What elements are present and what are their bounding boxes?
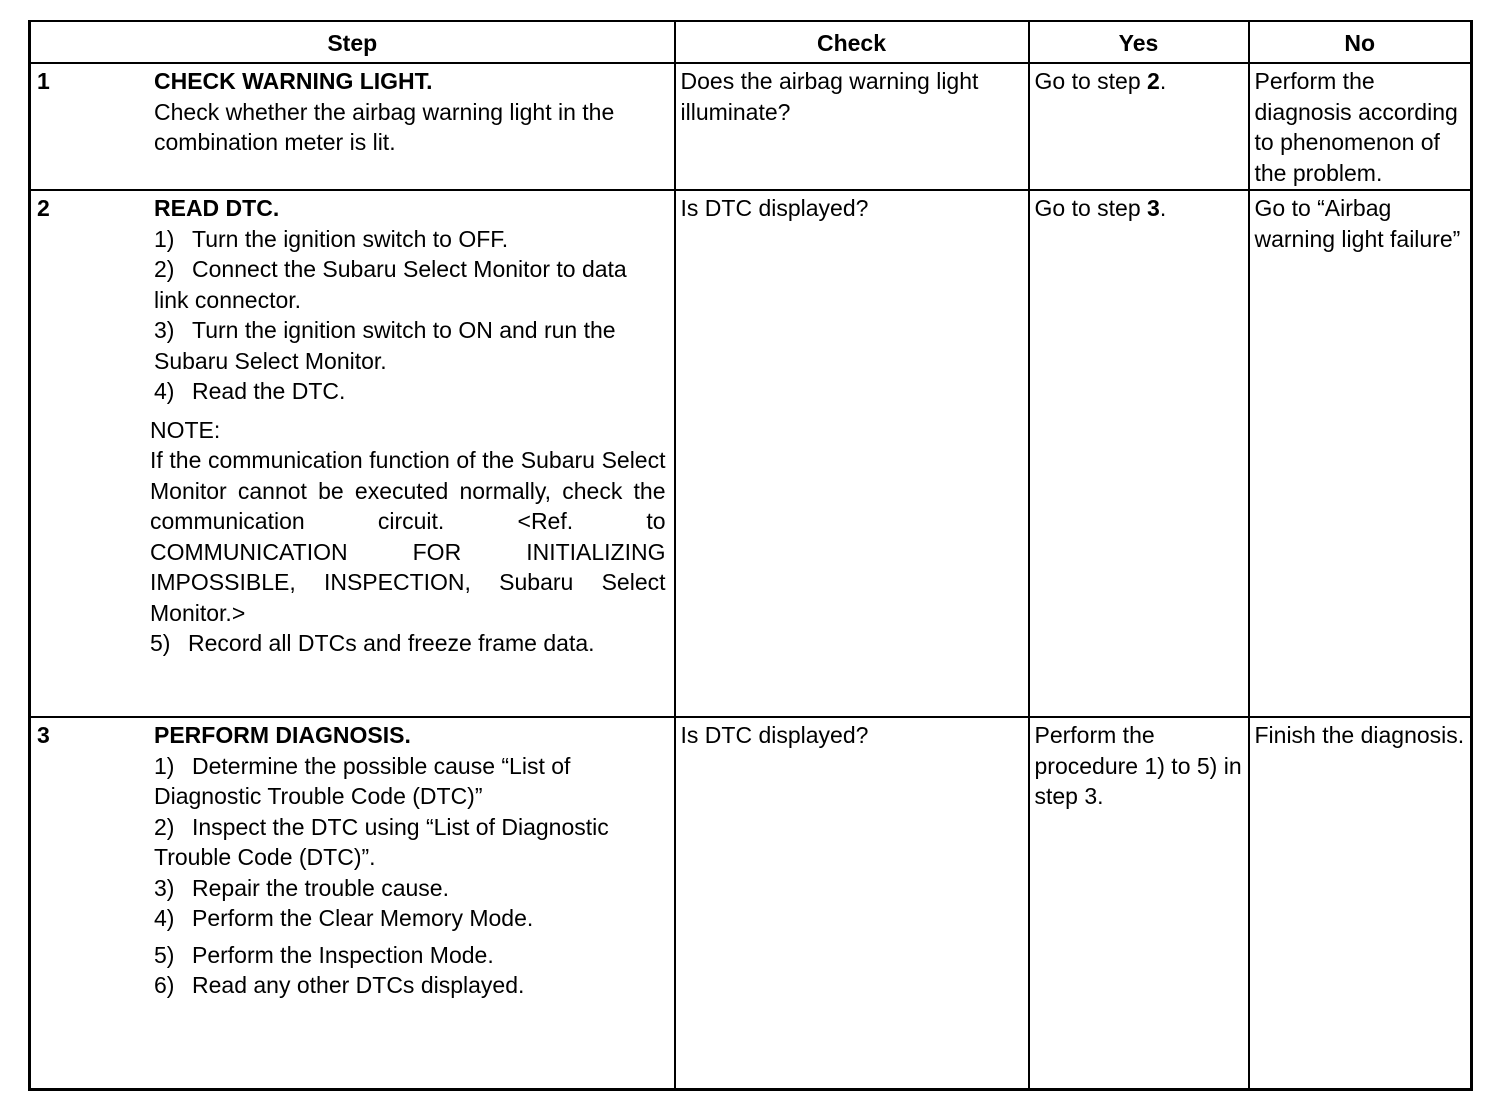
note-text: If the communication function of the Subaru Select Monitor cannot be executed normally, check the communication circuit. <Ref. to COMMUNICATION FOR INITIALIZING IMPOSSIBLE, INSPECTION, Subaru Select Monitor.> xyxy=(150,447,666,626)
note-block xyxy=(150,415,666,629)
header-row xyxy=(30,21,1472,63)
step-number: 3 xyxy=(37,722,50,748)
yes-cell xyxy=(1029,63,1249,190)
yes-suffix: . xyxy=(1159,68,1167,94)
step-title: READ DTC. xyxy=(154,195,280,221)
step-cell xyxy=(30,63,675,190)
procedure-item: 5) Record all DTCs and freeze frame data. xyxy=(150,630,595,656)
yes-cell: Perform the procedure 1) to 5) in step 3. xyxy=(1029,717,1249,1089)
procedure-item: 4) Perform the Clear Memory Mode. xyxy=(154,905,534,931)
procedure-item: 5) Perform the Inspection Mode. xyxy=(154,941,494,968)
yes-cell xyxy=(1029,190,1249,717)
header-check: Check xyxy=(675,21,1029,63)
step-number: 1 xyxy=(37,68,50,94)
no-cell: Finish the diagnosis. xyxy=(1249,717,1472,1089)
header-step: Step xyxy=(30,21,675,63)
yes-step-link: 2 xyxy=(1147,68,1160,94)
check-cell: Does the airbag warning light illuminate? xyxy=(675,63,1029,190)
table-row-step-1 xyxy=(30,63,1472,190)
yes-suffix: . xyxy=(1159,195,1167,221)
procedure-item: 3) Repair the trouble cause. xyxy=(154,874,449,901)
yes-prefix: Go to step xyxy=(1034,68,1148,94)
no-cell: Go to “Airbag warning light failure” xyxy=(1249,190,1472,717)
yes-prefix: Go to step xyxy=(1034,195,1148,221)
procedure-item: 2) Inspect the DTC using “List of Diagnostic Trouble Code (DTC)”. xyxy=(154,813,609,870)
procedure-item: 1) Turn the ignition switch to OFF. xyxy=(154,225,509,252)
step-cell xyxy=(30,190,675,717)
yes-step-link: 3 xyxy=(1147,195,1160,221)
note-heading: NOTE: xyxy=(150,416,221,443)
step-cell xyxy=(30,717,675,1089)
procedure-item: 1) Determine the possible cause “List of Diagnostic Trouble Code (DTC)” xyxy=(154,752,571,809)
step-number: 2 xyxy=(37,195,50,221)
step-title: PERFORM DIAGNOSIS. xyxy=(154,722,411,748)
diagnostic-table xyxy=(28,20,1473,1091)
check-cell: Is DTC displayed? xyxy=(675,717,1029,1089)
procedure-item: 2) Connect the Subaru Select Monitor to data link connector. xyxy=(154,256,627,313)
step-title: CHECK WARNING LIGHT. xyxy=(154,68,433,94)
table-row-step-2 xyxy=(30,190,1472,717)
procedure-item: 6) Read any other DTCs displayed. xyxy=(154,972,525,998)
procedure-item: 3) Turn the ignition switch to ON and run the Subaru Select Monitor. xyxy=(154,317,616,374)
header-no: No xyxy=(1249,21,1472,63)
no-cell: Perform the diagnosis according to phenomenon of the problem. xyxy=(1249,63,1472,190)
step-description: Check whether the airbag warning light in the combination meter is lit. xyxy=(154,98,615,155)
header-yes: Yes xyxy=(1029,21,1249,63)
procedure-item: 4) Read the DTC. xyxy=(154,378,346,404)
table-row-step-3 xyxy=(30,717,1472,1089)
check-cell: Is DTC displayed? xyxy=(675,190,1029,717)
